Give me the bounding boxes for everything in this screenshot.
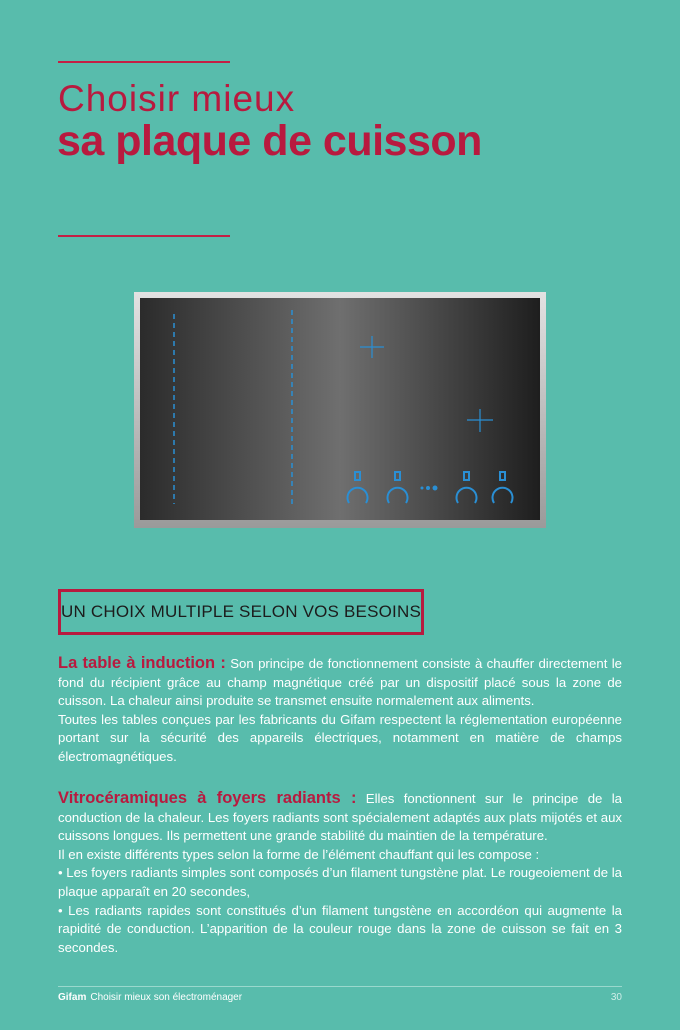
vitro-bullet-2: • Les radiants rapides sont constitués d’un filament tungstène en accordéon qui augmente la rapidité de conduction. L’apparition de la couleur rouge dans la zone de cuisson se fait en 3 secondes. <box>58 902 622 955</box>
footer-divider <box>58 986 622 987</box>
footer-subtitle: Choisir mieux son électroménager <box>90 992 243 1003</box>
cooktop-illustration <box>134 292 546 528</box>
vitro-lead: Vitrocéramiques à foyers radiants : <box>58 789 357 807</box>
induction-lead: La table à induction : <box>58 654 226 672</box>
page-title-bold: sa plaque de cuisson <box>57 117 482 165</box>
footer-caption <box>58 992 242 1003</box>
vitro-paragraph <box>58 789 622 957</box>
induction-text-2: Toutes les tables conçues par les fabricants du Gifam respectent la réglementation européenne portant sur la sécurité des appareils électriques, notamment en matière de champs électromagnétiques. <box>58 711 622 764</box>
vitro-text: Elles fonctionnent sur le principe de la conduction de la chaleur. Les foyers radiants sont spécialement adaptés aux plats mijotés et aux cuissons longues. Ils permettent une grande stabilité du maintien de la température. <box>58 791 622 844</box>
page-title-light: Choisir mieux <box>58 78 296 119</box>
vitro-text-2: Il en existe différents types selon la forme de l’élément chauffant qui les compose : <box>58 846 540 862</box>
induction-text: Son principe de fonctionnement consiste à chauffer directement le fond du récipient grâce au champ magnétique créé par un dispositif placé sous la zone de cuisson. La chaleur ainsi produite se transmet ensuite normalement aux aliments. <box>58 656 622 709</box>
top-divider <box>58 61 230 63</box>
page-number: 30 <box>610 992 622 1003</box>
induction-paragraph <box>58 654 622 767</box>
section-heading-box <box>58 589 424 635</box>
section-heading: UN CHOIX MULTIPLE SELON VOS BESOINS <box>61 602 421 621</box>
bottom-divider <box>58 235 230 237</box>
vitro-bullet-1: • Les foyers radiants simples sont composés d’un filament tungstène plat. Le rougeoiement de la plaque apparaît en 20 secondes, <box>58 865 622 899</box>
footer-brand: Gifam <box>58 992 87 1003</box>
